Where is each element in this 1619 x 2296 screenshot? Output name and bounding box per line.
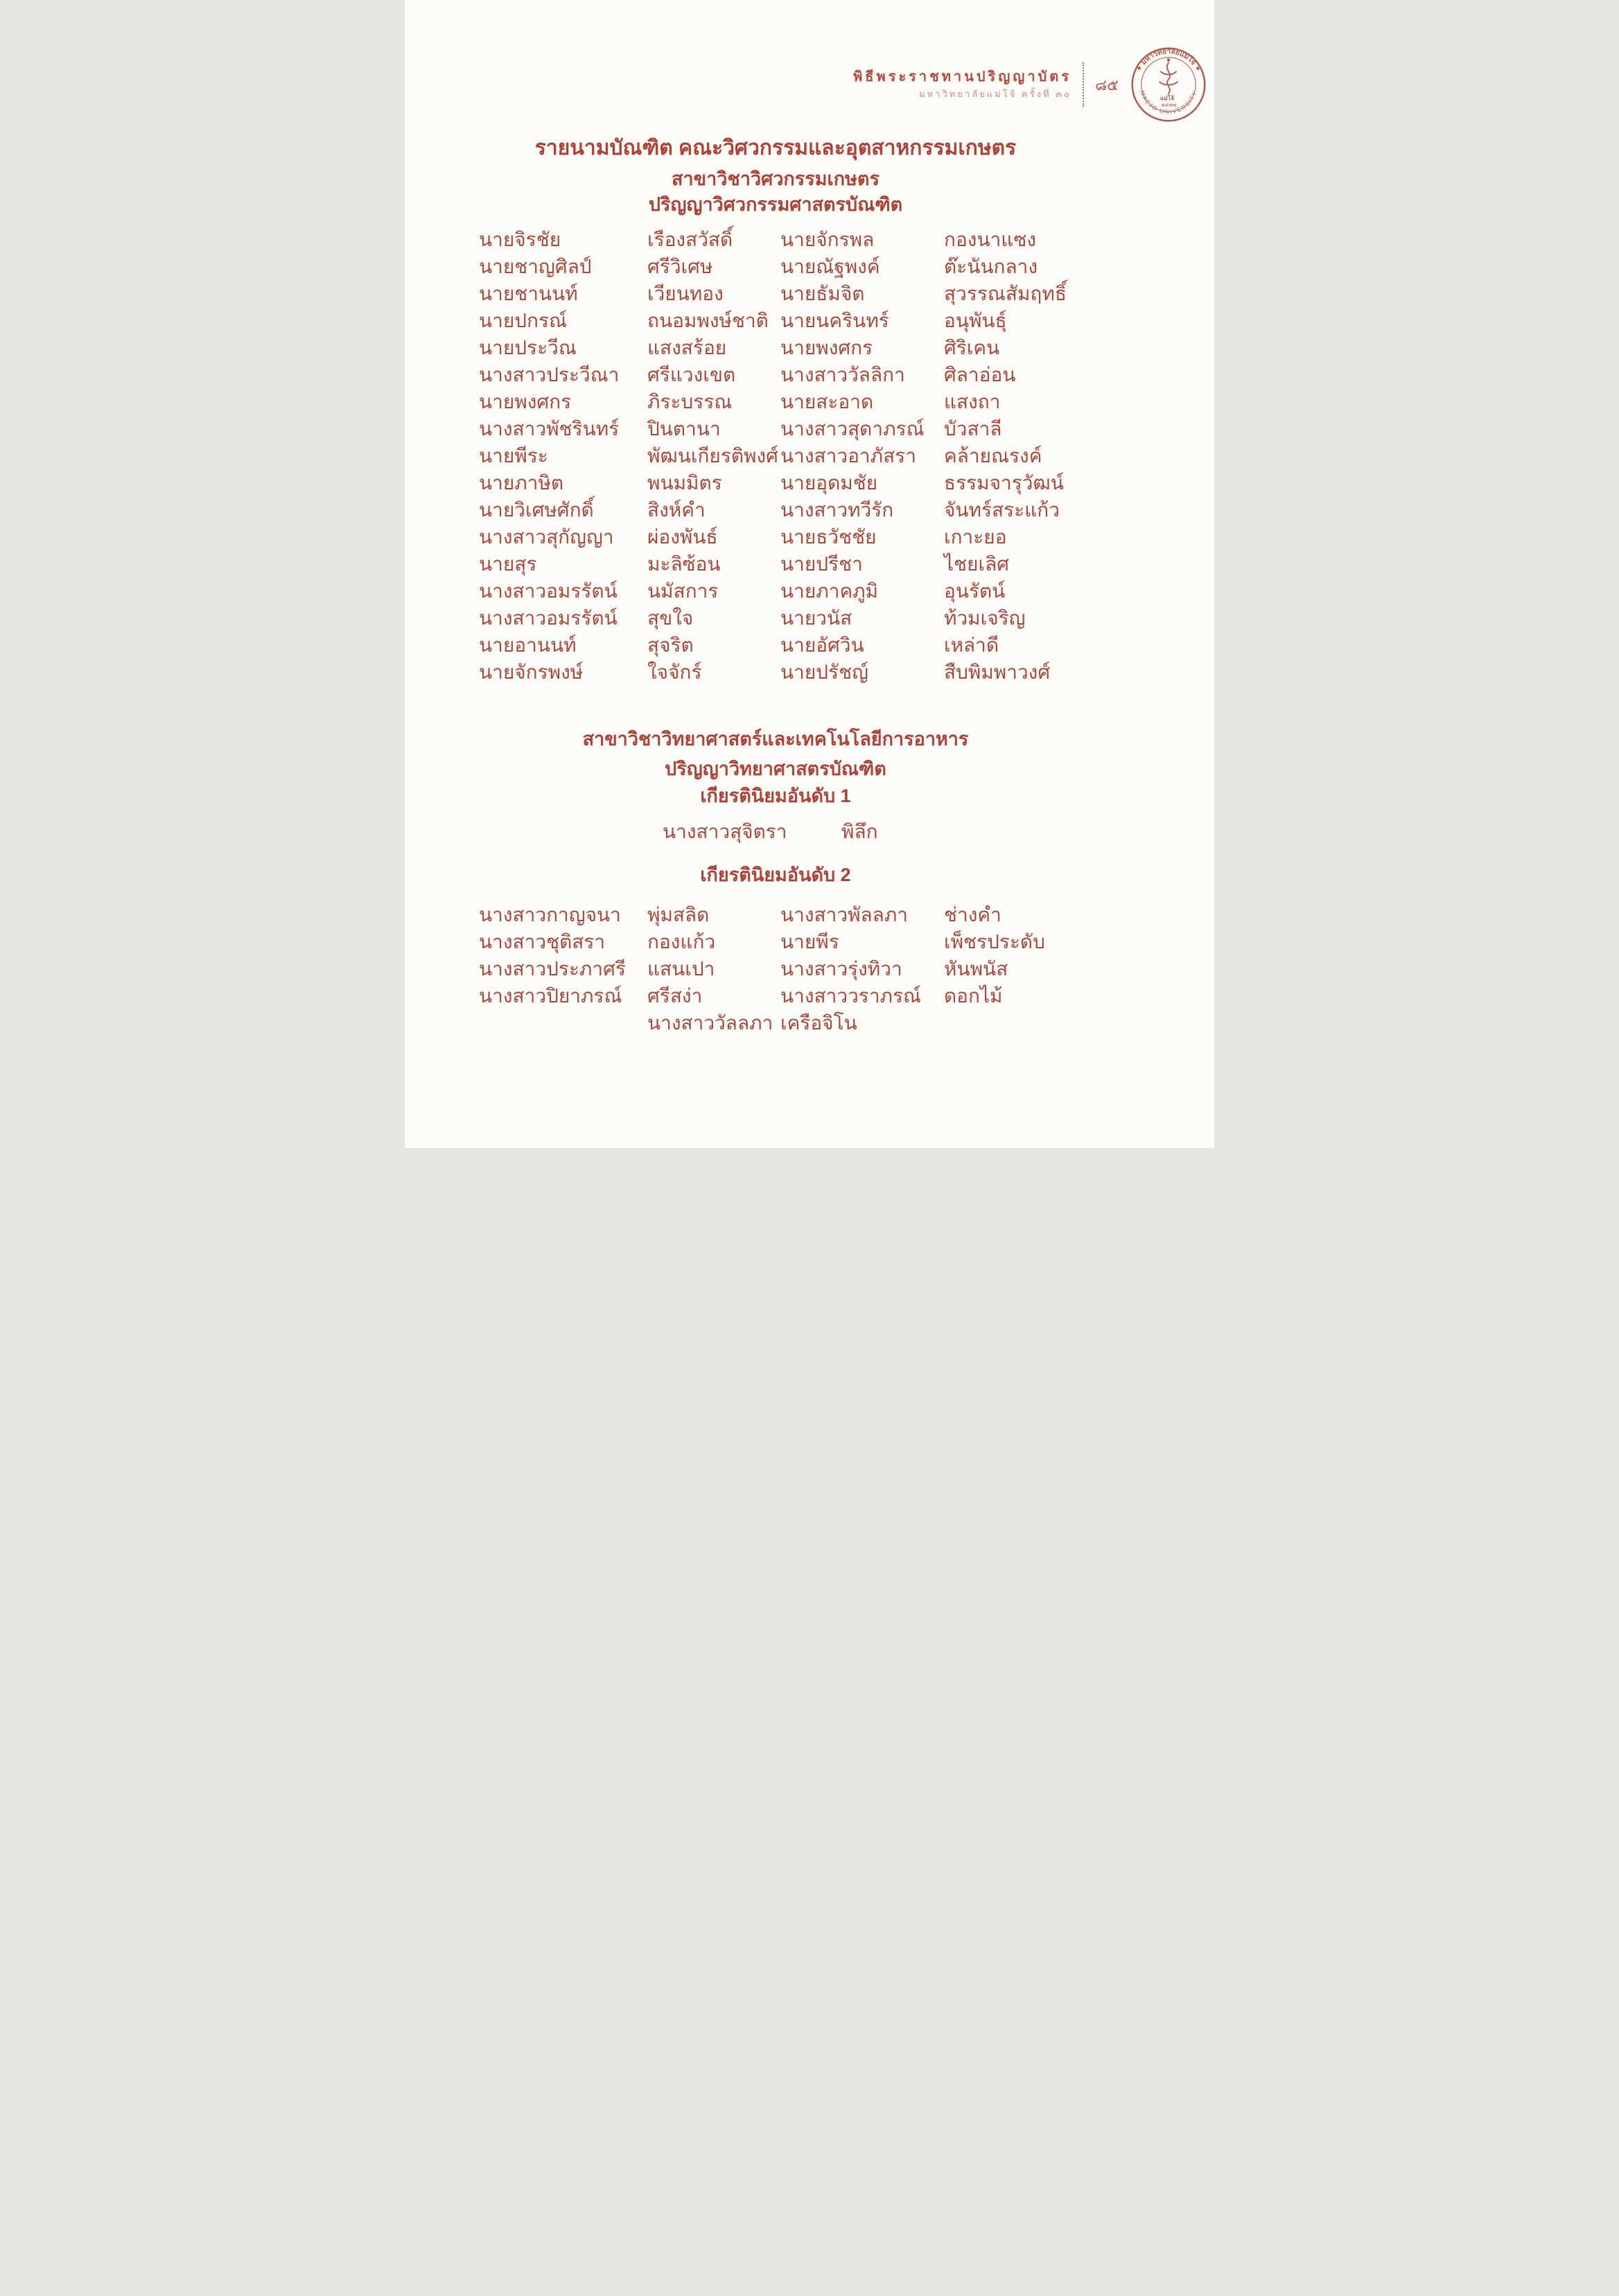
graduate-name: นายจักรพงษ์ xyxy=(479,661,584,683)
graduate-name: นายจักรพล xyxy=(780,229,875,250)
ceremony-title: พิธีพระราชทานปริญญาบัตร xyxy=(853,69,1071,85)
seal-emblem-figure xyxy=(1159,58,1178,94)
graduate-name: สุวรรณสัมฤทธิ์ xyxy=(944,283,1067,304)
graduate-row xyxy=(479,388,1103,415)
graduate-name: ถนอมพงษ์ชาติ xyxy=(647,310,769,331)
graduate-name: นายนครินทร์ xyxy=(780,310,889,331)
graduate-name: ช่างคำ xyxy=(944,904,1001,925)
graduate-name: ภิระบรรณ xyxy=(647,391,733,412)
graduate-name: สุจริต xyxy=(647,634,694,656)
graduate-name: นายสะอาด xyxy=(780,391,874,412)
graduate-name: เวียนทอง xyxy=(647,283,724,304)
university-seal-icon xyxy=(1130,46,1207,123)
graduate-name: นายพีระ xyxy=(479,445,548,467)
graduate-list-honor-1 xyxy=(663,818,1001,845)
graduate-name: นางสาวสุจิตรา xyxy=(663,821,787,842)
graduate-name: นายพงศกร xyxy=(479,391,572,412)
graduate-row xyxy=(479,901,1103,928)
graduate-name: นางสาวอมรรัตน์ xyxy=(479,580,618,602)
graduate-name: นายอัศวิน xyxy=(780,634,864,656)
graduate-name: บัวสาลี xyxy=(944,418,1002,440)
degree-title-2: ปริญญาวิทยาศาสตรบัณฑิต xyxy=(665,758,886,779)
graduate-name: นายธวัชชัย xyxy=(780,526,877,548)
graduate-name: มะลิซ้อน xyxy=(647,553,721,575)
graduate-name: นายปรัชญ์ xyxy=(780,661,868,683)
graduate-name: นางสาวประภาศรี xyxy=(479,958,626,980)
graduate-name: นางสาวกาญจนา xyxy=(479,904,621,925)
honor-1-label: เกียรตินิยมอันดับ 1 xyxy=(700,785,851,806)
graduate-name: ผ่องพันธ์ xyxy=(647,526,718,548)
graduate-name: นางสาวรุ่งทิวา xyxy=(780,958,902,980)
graduate-name: ศรีแวงเขต xyxy=(647,364,736,385)
graduate-row xyxy=(479,605,1103,632)
graduate-name: นางสาวชุติสรา xyxy=(479,931,606,953)
graduate-name: เกาะยอ xyxy=(944,526,1007,548)
graduate-row xyxy=(479,334,1103,361)
graduate-name: นางสาววัลลภา xyxy=(647,1012,773,1034)
graduate-name: นางสาวอาภัสรา xyxy=(780,445,916,467)
page-number: ๘๕ xyxy=(1095,76,1119,94)
graduate-row xyxy=(479,577,1103,605)
seal-top-text: ✦ มหาวิทยาลัยแม่โจ้ ✦ xyxy=(1135,48,1202,73)
graduate-name: นายชานนท์ xyxy=(479,283,578,304)
graduate-row xyxy=(479,659,1103,686)
graduate-list-honor-2 xyxy=(479,901,1103,1036)
graduate-name: นายชาญศิลป์ xyxy=(479,256,592,277)
graduate-list-engineering xyxy=(479,226,1103,686)
seal-year-text: ๒๔๗๗ xyxy=(1161,101,1177,108)
graduate-name: ใจจักร์ xyxy=(647,661,702,683)
ceremony-subtitle: มหาวิทยาลัยแม่โจ้ ครั้งที่ ๓๐ xyxy=(919,89,1071,100)
graduate-name: นางสาวสุกัญญา xyxy=(479,526,614,548)
graduate-name: นางสาววราภรณ์ xyxy=(780,985,922,1007)
graduate-name: นายภาษิต xyxy=(479,472,564,494)
graduate-name: ศรีวิเศษ xyxy=(647,256,713,277)
graduate-name: ไชยเลิศ xyxy=(944,553,1009,575)
graduate-name xyxy=(479,1009,647,1036)
graduate-name: สุขใจ xyxy=(647,607,694,629)
graduate-name xyxy=(944,1009,1103,1036)
graduate-name: ธรรมจารุวัฒน์ xyxy=(944,472,1064,494)
graduate-name: นางสาวสุดาภรณ์ xyxy=(780,418,925,440)
graduate-name: นายปกรณ์ xyxy=(479,310,568,331)
graduate-name: ศิลาอ่อน xyxy=(944,364,1016,385)
graduate-row xyxy=(479,550,1103,577)
graduate-name: ท้วมเจริญ xyxy=(944,607,1026,629)
graduate-name: นายสุร xyxy=(479,553,537,575)
graduate-name: นายพีร xyxy=(780,931,839,953)
graduate-name: นมัสการ xyxy=(647,580,719,602)
graduate-row xyxy=(663,818,1001,845)
graduate-name: ศรีสง่า xyxy=(647,985,703,1007)
graduate-name: แสงสร้อย xyxy=(647,337,727,358)
seal-bottom-text: MAEJO UNIVERSITY xyxy=(1139,89,1198,116)
graduate-name: เพ็ชรประดับ xyxy=(944,931,1045,953)
faculty-title: รายนามบัณฑิต คณะวิศวกรรมและอุตสาหกรรมเกษตร xyxy=(534,137,1017,159)
graduate-name: พนมมิตร xyxy=(647,472,722,494)
graduate-name: สิงห์คำ xyxy=(647,499,706,521)
graduate-name: พุ่มสลิด xyxy=(647,904,710,925)
graduate-name: พัฒนเกียรติพงศ์ xyxy=(647,445,778,467)
graduate-name: พิลึก xyxy=(841,821,878,842)
graduate-row xyxy=(479,523,1103,550)
graduate-name: หันพนัส xyxy=(944,958,1008,980)
major-title-2: สาขาวิชาวิทยาศาสตร์และเทคโนโลยีการอาหาร xyxy=(582,729,969,749)
graduate-name: เรืองสวัสดิ์ xyxy=(647,229,733,250)
graduate-name: นายณัฐพงค์ xyxy=(780,256,880,277)
graduate-row xyxy=(479,307,1103,334)
graduate-name: นายภาคภูมิ xyxy=(780,580,879,602)
seal-center-text: แม่โจ้ xyxy=(1159,94,1175,102)
graduate-name: เหล่าดี xyxy=(944,634,999,656)
graduate-row xyxy=(479,982,1103,1009)
graduate-row xyxy=(479,280,1103,307)
graduate-name: นางสาวประวีณา xyxy=(479,364,620,385)
graduate-name: กองแก้ว xyxy=(647,931,716,953)
graduate-row xyxy=(479,442,1103,469)
graduate-name: นางสาววัลลิกา xyxy=(780,364,905,385)
graduate-name: นายปรีชา xyxy=(780,553,863,575)
graduate-name: ศิริเคน xyxy=(944,337,1000,358)
graduate-name: ต๊ะนันกลาง xyxy=(944,256,1038,277)
graduate-name: นางสาวพัลลภา xyxy=(780,904,909,925)
masthead xyxy=(853,46,1207,123)
graduate-name: ดอกไม้ xyxy=(944,985,1003,1007)
graduate-name: ปินตานา xyxy=(647,418,721,440)
graduate-name: อนุพันธุ์ xyxy=(944,310,1007,331)
masthead-divider xyxy=(1083,62,1084,107)
graduate-name: นายวิเศษศักดิ์ xyxy=(479,499,594,521)
graduate-name: นางสาวทวีรัก xyxy=(780,499,894,521)
graduate-name: กองนาแซง xyxy=(944,229,1037,250)
graduate-row xyxy=(479,226,1103,253)
graduate-name: นายจิรชัย xyxy=(479,229,561,250)
graduate-row xyxy=(479,415,1103,442)
graduate-name: เครือจิโน xyxy=(780,1012,857,1034)
graduate-row xyxy=(479,253,1103,280)
graduate-name: นายพงศกร xyxy=(780,337,873,358)
document-page xyxy=(405,0,1214,1148)
graduate-name: อุนรัตน์ xyxy=(944,580,1006,602)
graduate-row xyxy=(479,928,1103,955)
graduate-row xyxy=(479,361,1103,388)
graduate-name: นางสาวอมรรัตน์ xyxy=(479,607,618,629)
graduate-row xyxy=(479,955,1103,982)
graduate-name: นายอานนท์ xyxy=(479,634,577,656)
graduate-name: คล้ายณรงค์ xyxy=(944,445,1042,467)
graduate-name: นายประวีณ xyxy=(479,337,577,358)
graduate-name: แสนเปา xyxy=(647,958,715,980)
masthead-text xyxy=(853,69,1071,100)
honor-2-label: เกียรตินิยมอันดับ 2 xyxy=(700,864,851,885)
degree-title-1: ปริญญาวิศวกรรมศาสตรบัณฑิต xyxy=(648,194,903,215)
graduate-name: นายอุดมชัย xyxy=(780,472,878,494)
graduate-row xyxy=(479,632,1103,659)
graduate-name: แสงถา xyxy=(944,391,1001,412)
graduate-name: นายวนัส xyxy=(780,607,852,629)
graduate-name: จันทร์สระแก้ว xyxy=(944,499,1060,521)
graduate-name: สืบพิมพาวงศ์ xyxy=(944,661,1051,683)
graduate-name: นางสาวพัชรินทร์ xyxy=(479,418,620,440)
graduate-row xyxy=(479,469,1103,496)
graduate-row xyxy=(479,1009,1103,1036)
graduate-name: นางสาวปิยาภรณ์ xyxy=(479,985,622,1007)
graduate-row xyxy=(479,496,1103,523)
graduate-name: นายธัมจิต xyxy=(780,283,865,304)
major-title-1: สาขาวิชาวิศวกรรมเกษตร xyxy=(672,168,879,189)
